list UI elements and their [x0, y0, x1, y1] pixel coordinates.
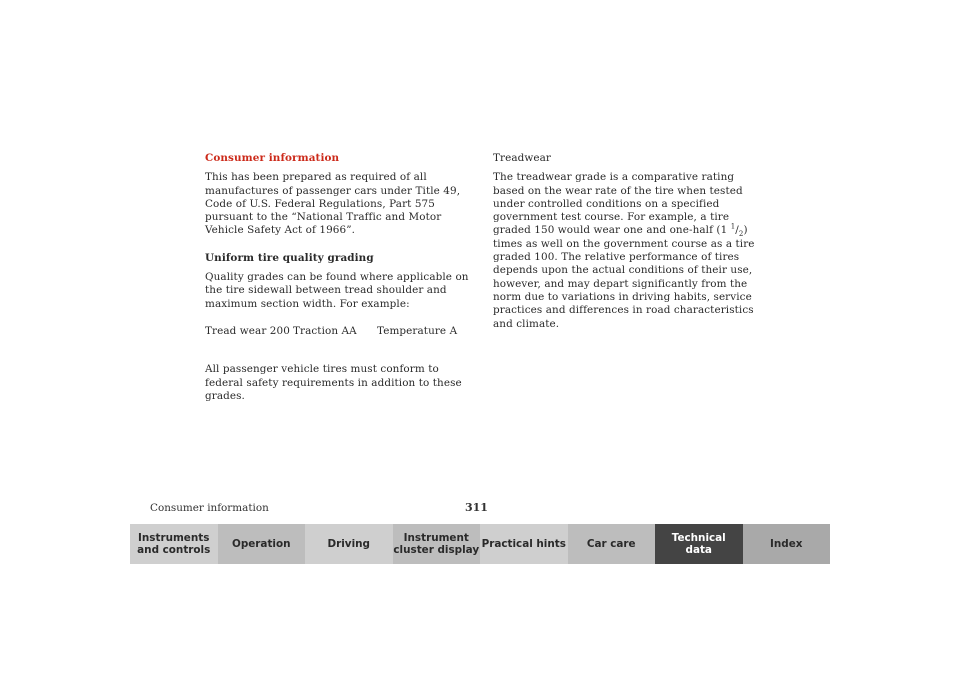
left-column: [205, 152, 480, 403]
section-heading: Consumer information: [205, 152, 340, 164]
grade-traction: Traction AA: [293, 324, 357, 337]
grading-paragraph: Quality grades can be found where applicable on the tire sidewall between tread shoulder and maximum section width. For example:: [205, 271, 469, 310]
grade-temperature: Temperature A: [377, 324, 458, 337]
grade-treadwear: Tread wear 200: [205, 324, 290, 337]
tab-operation[interactable]: Operation: [218, 524, 306, 564]
intro-paragraph: This has been prepared as required of all manufactures of passenger cars under Title 49, Code of U.S. Federal Regulations, Part 575 pursuant to the “National Traffic and Motor Vehicle Safety Act of 1966”.: [205, 171, 461, 237]
subheading: Uniform tire quality grading: [205, 251, 374, 264]
tab-driving[interactable]: Driving: [305, 524, 393, 564]
fraction-numerator: 1: [730, 223, 736, 232]
tab-index[interactable]: Index: [743, 524, 831, 564]
chapter-tabs: [130, 524, 830, 564]
tab-instruments-and-controls[interactable]: Instruments and controls: [130, 524, 218, 564]
example-grades: [205, 325, 480, 338]
fraction-denominator: 2: [738, 230, 744, 239]
footer-section-title: Consumer information: [150, 502, 269, 514]
tab-practical-hints[interactable]: Practical hints: [480, 524, 568, 564]
right-column: [493, 152, 768, 331]
tab-car-care[interactable]: Car care: [568, 524, 656, 564]
treadwear-heading: Treadwear: [493, 152, 551, 164]
closing-paragraph: All passenger vehicle tires must conform to federal safety requirements in addition to these grades.: [205, 363, 462, 402]
tab-instrument-cluster-display[interactable]: Instrument cluster display: [393, 524, 481, 564]
tab-technical-data[interactable]: Technical data: [655, 524, 743, 564]
treadwear-paragraph: The treadwear grade is a comparative rating based on the wear rate of the tire when tested under controlled conditions on a specified government test course. For example, a tire graded 150 would wear one and one-half (1 $^1/_2$) times as well on the government course as a tire graded 100. The relative performance of tires depends upon the actual conditions of their use, however, and may depart significantly from the norm due to variations in driving habits, service practices and differences in road characteristics and climate.: [493, 171, 755, 330]
page-number: 311: [465, 501, 488, 514]
